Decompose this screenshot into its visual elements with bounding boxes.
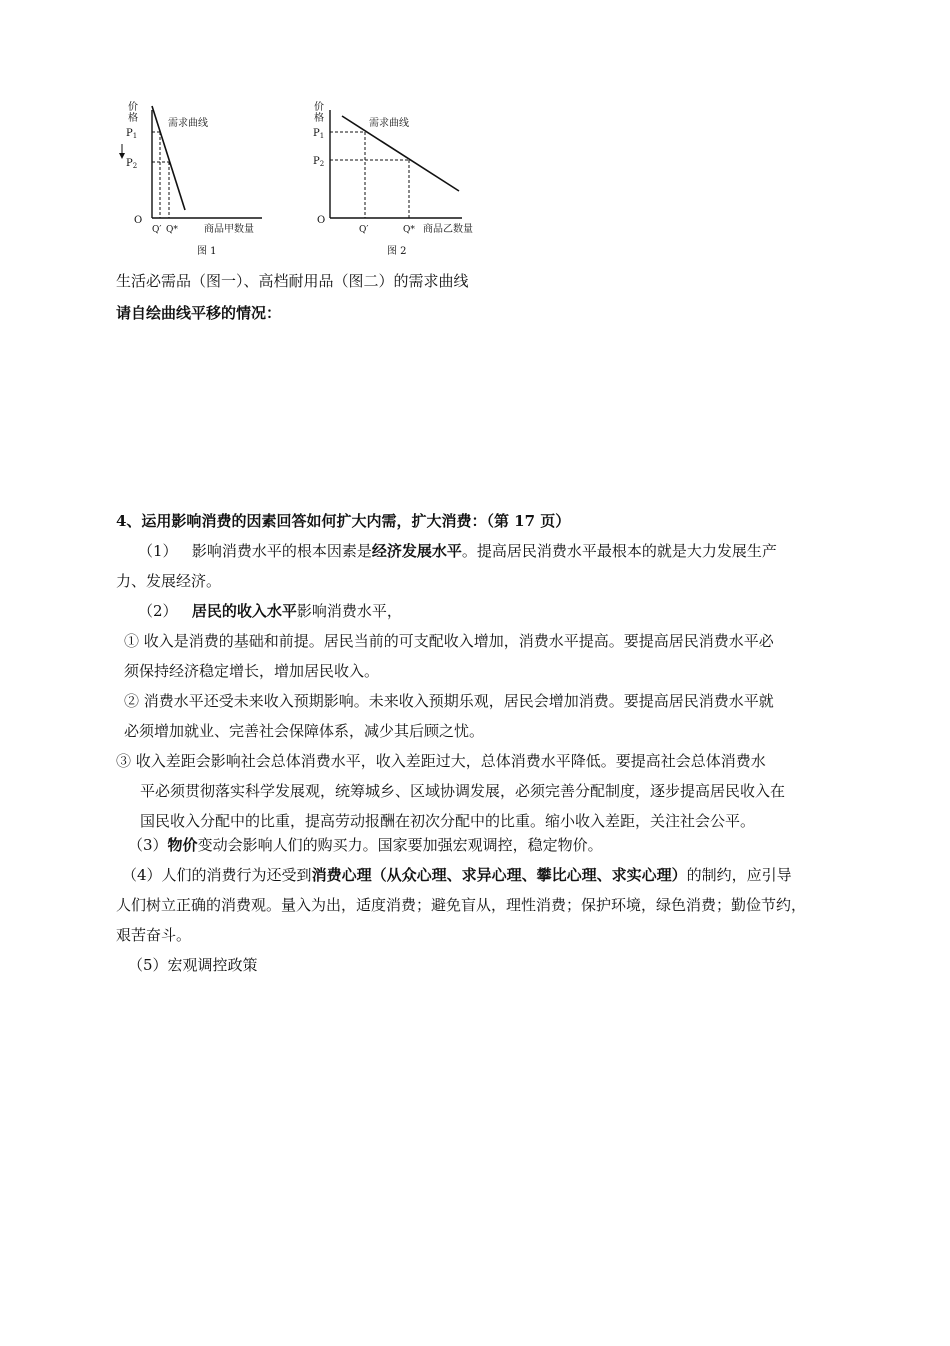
q-star-label: Q* — [166, 225, 178, 235]
draw-prompt: 请自绘曲线平移的情况： — [116, 304, 282, 322]
key-term-price: 物价 — [167, 836, 198, 854]
p2-label: $P_2$ — [313, 156, 325, 168]
figure-caption: 生活必需品（图一）、高档耐用品（图二）的需求曲线 — [116, 272, 469, 290]
p2-label: $P_2$ — [126, 158, 138, 170]
paragraph-2: （2） 居民的收入水平影响消费水平， — [138, 602, 402, 620]
figure-label: 图 2 — [387, 246, 407, 257]
paragraph-3: （3）物价变动会影响人们的购买力。国家要加强宏观调控，稳定物价。 — [128, 836, 603, 854]
q-prime-label: Q′ — [359, 225, 369, 235]
q-star-label: Q* — [403, 225, 415, 235]
curve-label: 需求曲线 — [168, 118, 208, 129]
curve-label: 需求曲线 — [369, 118, 409, 129]
figure-label: 图 1 — [197, 246, 217, 257]
paragraph-5: （5）宏观调控政策 — [128, 956, 258, 974]
point-2: ② 消费水平还受未来收入预期影响。未来收入预期乐观，居民会增加消费。要提高居民消费水平就 必须增加就业、完善社会保障体系，减少其后顾之忧。 — [124, 692, 774, 740]
price-label-2: 格 — [314, 113, 324, 124]
point-3: ③ 收入差距会影响社会总体消费水平，收入差距过大，总体消费水平降低。要提高社会总体消费水 平必须贯彻落实科学发展观，统筹城乡、区域协调发展，必须完善分配制度，逐步提高居民收入在 国民收入分配中的比重，提高劳动报酬在初次分配中的比重。缩小收入差距，关注社会公平。 — [116, 752, 786, 830]
price-label-1: 价 — [314, 102, 324, 113]
demand-chart-2 — [297, 96, 487, 266]
paragraph-4: （4）人们的消费行为还受到消费心理（从众心理、求异心理、攀比心理、求实心理）的制约，应引导 人们树立正确的消费观。量入为出，适度消费；避免盲从，理性消费；保护环境，绿色消费；勤俭节约， 艰苦奋斗。 — [116, 860, 846, 950]
figure-1 — [112, 96, 282, 266]
point-1: ① 收入是消费的基础和前提。居民当前的可支配收入增加，消费水平提高。要提高居民消费水平必 须保持经济稳定增长，增加居民收入。 — [124, 632, 774, 680]
x-axis-label: 商品甲数量 — [204, 224, 254, 235]
key-term-economic-development: 经济发展水平 — [371, 542, 462, 560]
origin-label: O — [134, 215, 143, 226]
figure-2 — [297, 96, 487, 266]
paragraph-1 — [116, 536, 846, 596]
key-term-consumer-psychology: 消费心理（从众心理、求异心理、攀比心理、求实心理） — [311, 866, 687, 884]
paragraph-1-line-2: 力、发展经济。 — [116, 572, 222, 590]
key-term-income-level: 居民的收入水平 — [191, 602, 297, 620]
paragraph-4-line-1: （4）人们的消费行为还受到消费心理（从众心理、求异心理、攀比心理、求实心理）的制约，应引导 — [122, 866, 792, 884]
origin-label: O — [317, 215, 326, 226]
x-axis-label: 商品乙数量 — [423, 224, 473, 235]
demand-chart-1 — [112, 96, 282, 266]
paragraph-1-line-1: （1） 影响消费水平的根本因素是经济发展水平。提高居民消费水平最根本的就是大力发展生产 — [138, 542, 777, 560]
down-arrow-head — [119, 153, 125, 159]
p1-label: $P_1$ — [126, 128, 138, 140]
section-title: 4、运用影响消费的因素回答如何扩大内需，扩大消费：（第 17 页） — [116, 512, 571, 530]
q-prime-label: Q′ — [152, 225, 162, 235]
price-label-1: 价 — [128, 102, 138, 113]
price-label-2: 格 — [128, 113, 138, 124]
p1-label: $P_1$ — [313, 128, 325, 140]
